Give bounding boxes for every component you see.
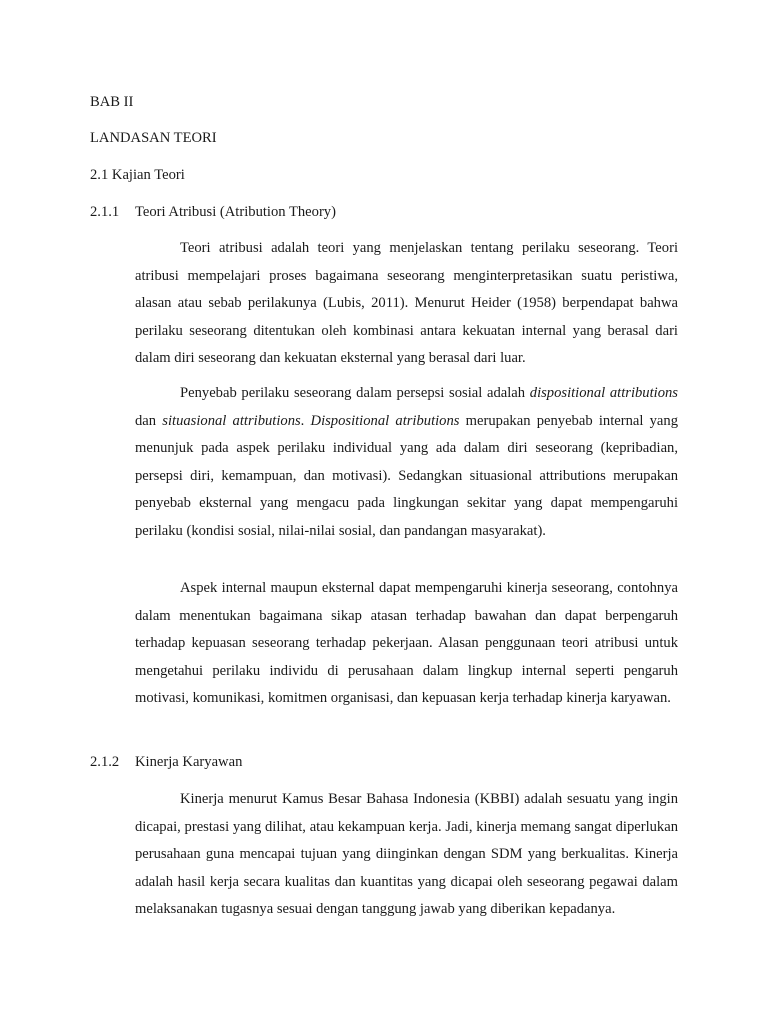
subsection-2-number: 2.1.2 [90, 754, 120, 770]
subsection-1-title: Teori Atribusi (Atribution Theory) [135, 204, 336, 220]
paragraph-employee-performance: Kinerja menurut Kamus Besar Bahasa Indonesia (KBBI) adalah sesuatu yang ingin dicapai, prestasi yang dilihat, atau kekampuan kerja. Jadi, kinerja memang sangat diperlukan perusahaan guna mencapai tujuan yang diinginkan dengan SDM yang berkualitas. Kinerja adalah hasil kerja secara kualitas dan kuantitas yang dicapai oleh seseorang pegawai dalam melaksanakan tugasnya sesuai dengan tanggung jawab yang diberikan kepadanya. [135, 791, 678, 918]
term-dispositional-atributions: Dispositional atributions [310, 412, 460, 429]
term-situasional-attributions: situasional attributions [162, 412, 301, 429]
paragraph-attribution-causes: Penyebab perilaku seseorang dalam persepsi sosial adalah dispositional attributions dan situasional attributions. Dispositional atributions merupakan penyebab internal yang menunjuk pada aspek perilaku individual yang ada dalam diri seseorang (kepribadian, persepsi diri, kemampuan, dan motivasi). Sedangkan situasional attributions merupakan penyebab eksternal yang mengacu pada lingkungan sekitar yang dapat mempengaruhi perilaku (kondisi sosial, nilai-nilai sosial, dan pandangan masyarakat). [135, 385, 678, 539]
section-number: 2.1 [90, 167, 109, 183]
subsection-2-title: Kinerja Karyawan [135, 754, 243, 770]
paragraph-attribution-theory: Teori atribusi adalah teori yang menjelaskan tentang perilaku seseorang. Teori atribusi mempelajari proses bagaimana seseorang menginterpretasikan suatu peristiwa, alasan atau sebab perilakunya (Lubis, 2011). Menurut Heider (1958) berpendapat bahwa perilaku seseorang ditentukan oleh kombinasi antara kekuatan internal yang berasal dari dalam diri seseorang dan kekuatan eksternal yang berasal dari luar. [135, 240, 678, 367]
section-title: Kajian Teori [111, 167, 185, 183]
chapter-title: LANDASAN TEORI [90, 130, 217, 146]
term-dispositional-attributions: dispositional attributions [529, 385, 678, 401]
subsection-1-number: 2.1.1 [90, 204, 120, 220]
section-heading [90, 167, 185, 184]
chapter-number: BAB II [90, 94, 134, 110]
paragraph-internal-external-aspects: Aspek internal maupun eksternal dapat mempengaruhi kinerja seseorang, contohnya dalam menentukan bagaimana sikap atasan terhadap bawahan dan dapat berpengaruh terhadap kepuasan seseorang terhadap pekerjaan. Alasan penggunaan teori atribusi untuk mengetahui perilaku individu di perusahaan dalam lingkup internal seperti pengaruh motivasi, komunikasi, komitmen organisasi, dan kepuasan kerja terhadap kinerja karyawan. [135, 580, 678, 707]
